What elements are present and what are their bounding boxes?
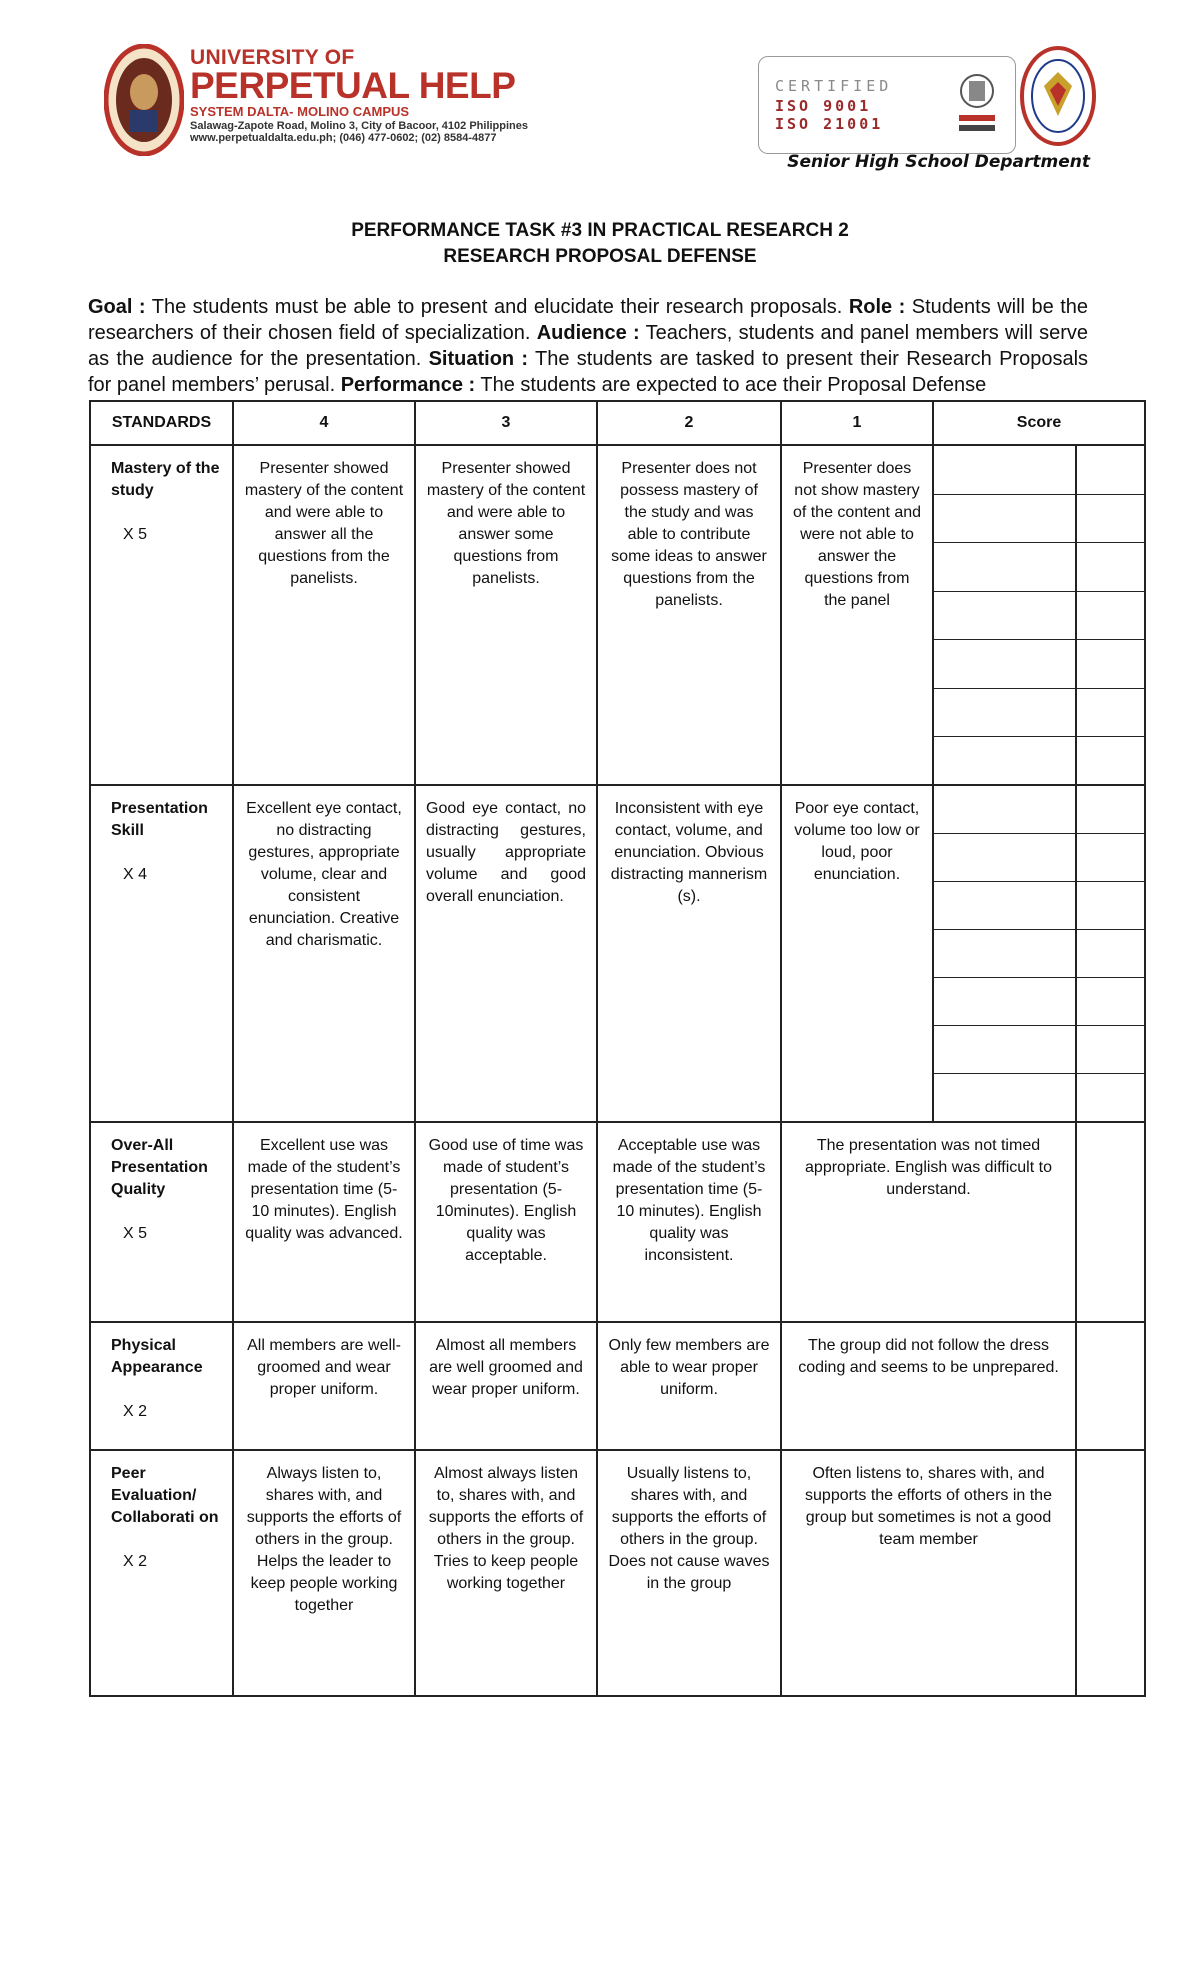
level-2-desc: Inconsistent with eye contact, volume, and enunciation. Obvious distracting mannerism (s). [597,785,781,1122]
level-3-desc: Good use of time was made of student’s presentation (5-10minutes). English quality was acceptable. [415,1122,597,1322]
table-row [90,1122,1145,1322]
standard-name: Mastery of the study [111,460,220,499]
situation-text: The students are tasked to present their Research Proposals for panel members’ perusal. [88,348,1089,396]
performance-label: Performance : [340,374,476,396]
situation-label: Situation : [428,348,529,370]
level-1-desc: Presenter does not show mastery of the content and were not able to answer the questions from the panel [781,445,933,785]
level-2-desc: Presenter does not possess mastery of the study and was able to contribute some ideas to answer questions from the panelists. [597,445,781,785]
table-row [90,785,1145,1122]
grasps-description [88,294,1088,398]
multiplier: X 2 [123,1403,148,1420]
standard-cell [90,785,233,1122]
level-4-desc: All members are well-groomed and wear proper uniform. [233,1322,415,1450]
university-name [190,48,528,144]
letterhead [0,0,1200,190]
standard-name: Over-All Presentation Quality [111,1137,208,1198]
score-input[interactable] [1076,1322,1145,1450]
standard-cell [90,1450,233,1696]
bureau-veritas-icon [955,71,999,137]
multiplier: X 5 [123,1225,148,1242]
iso-9001: ISO 9001 [775,97,872,115]
standard-name: Peer Evaluation/ Collaborati on [111,1465,219,1526]
table-row [90,1322,1145,1450]
level-3-desc: Presenter showed mastery of the content and were able to answer some questions from panelists. [415,445,597,785]
university-seal-icon [104,44,184,156]
header-score: Score [933,401,1145,445]
table-row [90,445,1145,785]
standard-cell [90,1122,233,1322]
score-input[interactable] [1076,1122,1145,1322]
table-row [90,1450,1145,1696]
iso-21001: ISO 21001 [775,115,884,133]
rubric-table [89,400,1146,1697]
score-input[interactable] [1076,785,1145,1122]
level-1-desc: Often listens to, shares with, and supports the efforts of others in the group but sometimes is not a good team member [781,1450,1076,1696]
level-4-desc: Always listen to, shares with, and supports the efforts of others in the group. Helps the leader to keep people working together [233,1450,415,1696]
table-header-row [90,401,1145,445]
level-4-desc: Excellent eye contact, no distracting gestures, appropriate volume, clear and consistent enunciation. Creative and charismatic. [233,785,415,1122]
header-2: 2 [597,401,781,445]
level-2-desc: Usually listens to, shares with, and supports the efforts of others in the group. Does not cause waves in the group [597,1450,781,1696]
header-standards: STANDARDS [90,401,233,445]
role-label: Role : [848,296,906,318]
score-input[interactable] [1076,445,1145,785]
cert-title: CERTIFIED [775,77,893,95]
contact-info: www.perpetualdalta.edu.ph; (046) 477-0602; (02) 8584-4877 [190,132,497,144]
shs-seal-icon [1020,46,1096,146]
header-4: 4 [233,401,415,445]
standard-name: Presentation Skill [111,800,208,839]
multiplier: X 2 [123,1553,148,1570]
brand-line-1: UNIVERSITY OF [190,46,355,69]
brand-line-2: PERPETUAL HELP [190,65,516,106]
level-2-desc: Only few members are able to wear proper uniform. [597,1322,781,1450]
multiplier: X 5 [123,526,148,543]
role-text: Students will be the researchers of their chosen field of specialization. [88,296,1088,344]
score-input[interactable] [1076,1450,1145,1696]
level-2-desc: Acceptable use was made of the student’s presentation time (5-10 minutes). English quality was inconsistent. [597,1122,781,1322]
header-1: 1 [781,401,933,445]
department-name: Senior High School Department [787,152,1090,172]
document-subtitle: RESEARCH PROPOSAL DEFENSE [443,246,757,267]
audience-text: Teachers, students and panel members will serve as the audience for the presentation. [88,322,1088,370]
level-3-desc: Almost all members are well groomed and wear proper uniform. [415,1322,597,1450]
level-1-desc: The group did not follow the dress coding and seems to be unprepared. [781,1322,1076,1450]
multiplier: X 4 [123,866,148,883]
standard-cell [90,445,233,785]
standard-cell [90,1322,233,1450]
header-3: 3 [415,401,597,445]
performance-text: The students are expected to ace their Proposal Defense [475,374,987,396]
campus-name: SYSTEM DALTA- MOLINO CAMPUS [190,104,410,119]
iso-certification-badge [758,56,1016,154]
score-subgrid[interactable] [933,785,1076,1122]
level-1-desc: The presentation was not timed appropriate. English was difficult to understand. [781,1122,1076,1322]
document-title: PERFORMANCE TASK #3 IN PRACTICAL RESEARCH 2 [351,220,849,241]
score-subgrid[interactable] [933,445,1076,785]
level-3-desc: Almost always listen to, shares with, and supports the efforts of others in the group. Tries to keep people working together [415,1450,597,1696]
standard-name: Physical Appearance [111,1337,203,1376]
level-4-desc: Excellent use was made of the student’s presentation time (5-10 minutes). English quality was advanced. [233,1122,415,1322]
goal-label: Goal : [88,296,146,318]
level-1-desc: Poor eye contact, volume too low or loud, poor enunciation. [781,785,933,1122]
level-4-desc: Presenter showed mastery of the content and were able to answer all the questions from the panelists. [233,445,415,785]
address: Salawag-Zapote Road, Molino 3, City of Bacoor, 4102 Philippines [190,120,529,132]
goal-text: The students must be able to present and elucidate their research proposals. [145,296,849,318]
audience-label: Audience : [536,322,640,344]
level-3-desc: Good eye contact, no distracting gestures, usually appropriate volume and good overall enunciation. [415,785,597,1122]
